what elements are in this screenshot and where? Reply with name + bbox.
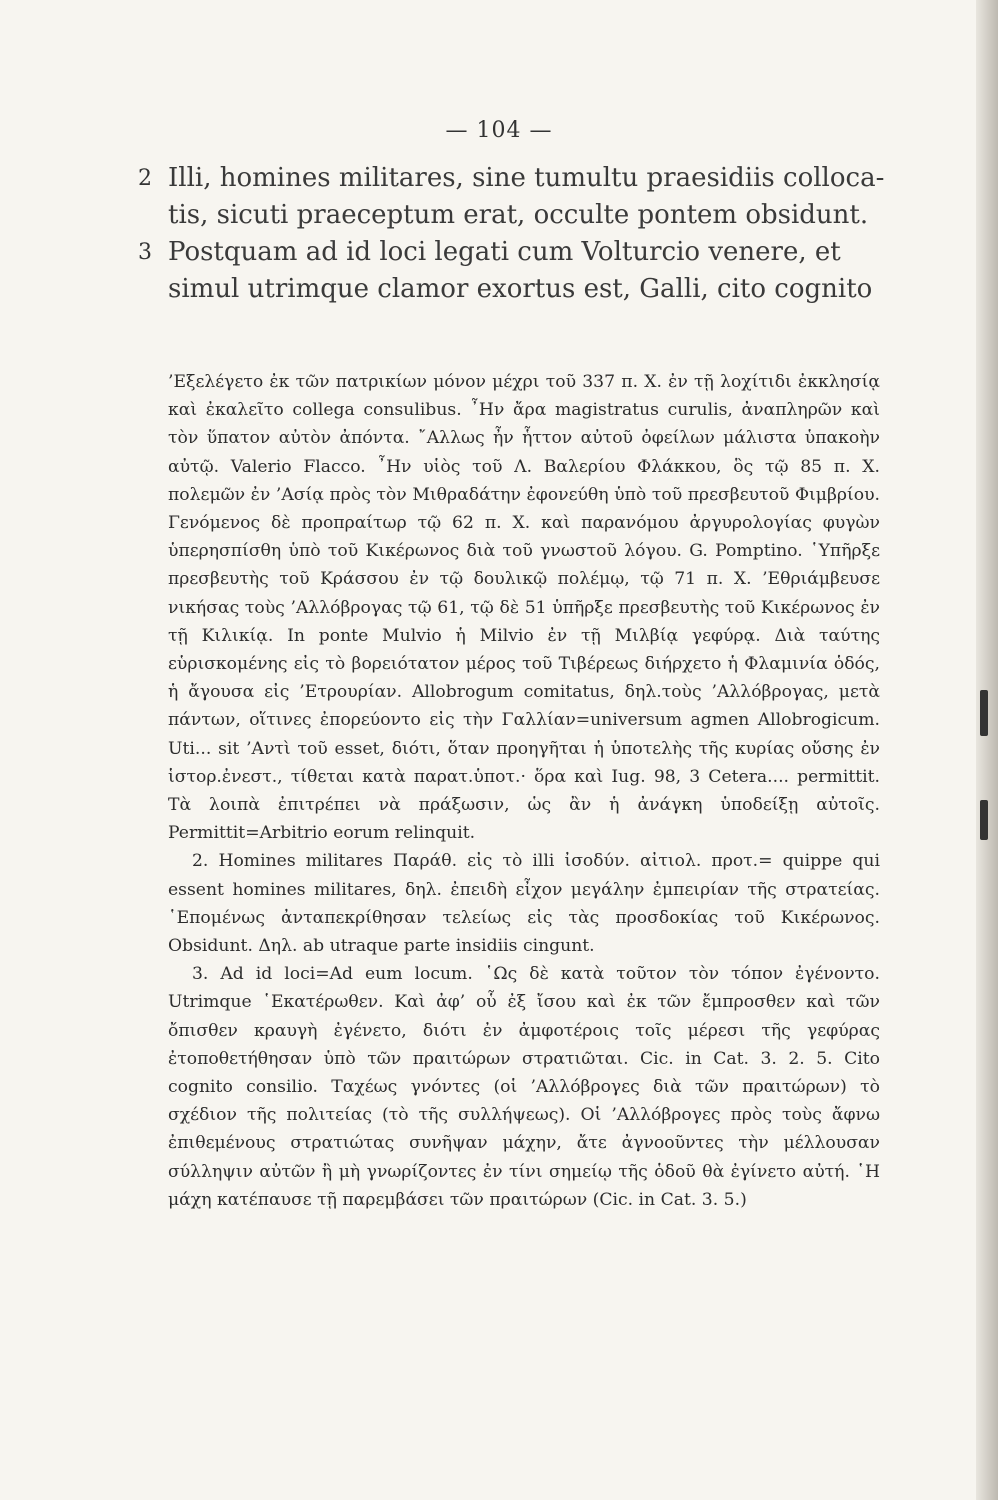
line-number: 3 xyxy=(138,240,152,265)
main-text xyxy=(138,160,888,308)
line-text: simul utrimque clamor exortus est, Galli, cito cognito xyxy=(168,274,873,304)
line-text: Illi, homines militares, sine tumultu praesidiis colloca- xyxy=(168,163,885,193)
edge-mark xyxy=(980,690,988,736)
page-number: — 104 — xyxy=(445,118,553,143)
note-paragraph-2: 2. Homines militares Παράθ. εἰς τὸ illi ἰσοδύν. αἰτιολ. προτ.= quippe qui essent homines militares, δηλ. ἐπειδὴ εἶχον μεγάλην ἐμπειρίαν τῆς στρατείας. ῾Επομένως ἀνταπεκρίθησαν τελείως εἰς τὰς προσδοκίας τοῦ Κικέρωνος. Obsidunt. Δηλ. ab utraque parte insidiis cingunt. xyxy=(168,851,880,957)
commentary-notes xyxy=(168,368,880,1214)
note-paragraph-1: ’Εξελέγετο ἐκ τῶν πατρικίων μόνον μέχρι τοῦ 337 π. Χ. ἐν τῇ λοχίτιδι ἐκκλησίᾳ καὶ ἐκαλεῖτο collega consulibus. ῏Ην ἄρα magistratus curulis, ἀναπληρῶν καὶ τὸν ὕπατον αὐτὸν ἀπόντα. ῎Αλλως ἦν ἧττον αὐτοῦ ὀφείλων μάλιστα ὑπακοὴν αὐτῷ. Valerio Flacco. ῏Ην υἱὸς τοῦ Λ. Βαλερίου Φλάκκου, ὃς τῷ 85 π. Χ. πολεμῶν ἐν ’Ασίᾳ πρὸς τὸν Μιθραδάτην ἐφονεύθη ὑπὸ τοῦ πρεσβευτοῦ Φιμβρίου. Γενόμενος δὲ προπραίτωρ τῷ 62 π. Χ. καὶ παρανόμου ἀργυρολογίας φυγὼν ὑπερησπίσθη ὑπὸ τοῦ Κικέρωνος διὰ τοῦ γνωστοῦ λόγου. G. Pomptino. ῾Υπῆρξε πρεσβευτὴς τοῦ Κράσσου ἐν τῷ δουλικῷ πολέμῳ, τῷ 71 π. Χ. ’Εθριάμβευσε νικήσας τοὺς ’Αλλόβρογας τῷ 61, τῷ δὲ 51 ὑπῆρξε πρεσβευτὴς τοῦ Κικέρωνος ἐν τῇ Κιλικίᾳ. In ponte Mulvio ἡ Milvio ἐν τῇ Μιλβίᾳ γεφύρᾳ. Διὰ ταύτης εὑρισκομένης εἰς τὸ βορειότατον μέρος τοῦ Τιβέρεως διήρχετο ἡ Φλαμινία ὁδός, ἡ ἄγουσα εἰς ’Ετρουρίαν. Allobrogum comitatus, δηλ.τοὺς ’Αλλόβρογας, μετὰ πάντων, οἵτινες ἐπορεύοντο εἰς τὴν Γαλλίαν=universum agmen Allobrogicum. Uti... sit ’Αντὶ τοῦ esset, διότι, ὅταν προηγῆται ἡ ὑποτελὴς τῆς κυρίας οὔσης ἐν ἱστορ.ἐνεστ., τίθεται κατὰ παρατ.ὑποτ.· ὅρα καὶ Iug. 98, 3 Cetera.... permittit. Τὰ λοιπὰ ἐπιτρέπει νὰ πράξωσιν, ὡς ἂν ἡ ἀνάγκη ὑποδείξῃ αὐτοῖς. Permittit=Arbitrio eorum relinquit. xyxy=(168,372,880,844)
page-edge xyxy=(976,0,998,1500)
edge-mark xyxy=(980,800,988,840)
line-number: 2 xyxy=(138,166,152,191)
main-line xyxy=(168,271,888,308)
main-line xyxy=(138,160,888,197)
note-paragraph-3: 3. Ad id loci=Ad eum locum. ῾Ως δὲ κατὰ τοῦτον τὸν τόπον ἐγένοντο. Utrimque ῾Εκατέρωθεν. Καὶ ἀφ’ οὗ ἐξ ἴσου καὶ ἐκ τῶν ἔμπροσθεν καὶ τῶν ὄπισθεν κραυγὴ ἐγένετο, διότι ἐν ἀμφοτέροις τοῖς μέρεσι τῆς γεφύρας ἐτοποθετήθησαν ὑπὸ τῶν πραιτώρων στρατιῶται. Cic. in Cat. 3. 2. 5. Cito cognito consilio. Ταχέως γνόντες (οἱ ’Αλλόβρογες διὰ τῶν πραιτώρων) τὸ σχέδιον τῆς πολιτείας (τὸ τῆς συλλήψεως). Οἱ ’Αλλόβρογες πρὸς τοὺς ἄφνω ἐπιθεμένους στρατιώτας συνῆψαν μάχην, ἄτε ἀγνοοῦντες τὴν μέλλουσαν σύλληψιν αὐτῶν ἢ μὴ γνωρίζοντες ἐν τίνι σημείῳ τῆς ὁδοῦ θὰ ἐγίνετο αὐτή. ῾Η μάχη κατέπαυσε τῇ παρεμβάσει τῶν πραιτώρων (Cic. in Cat. 3. 5.) xyxy=(168,964,880,1210)
main-line xyxy=(138,234,888,271)
main-line xyxy=(168,197,888,234)
line-text: tis, sicuti praeceptum erat, occulte pontem obsidunt. xyxy=(168,200,869,230)
line-text: Postquam ad id loci legati cum Volturcio venere, et xyxy=(168,237,841,267)
